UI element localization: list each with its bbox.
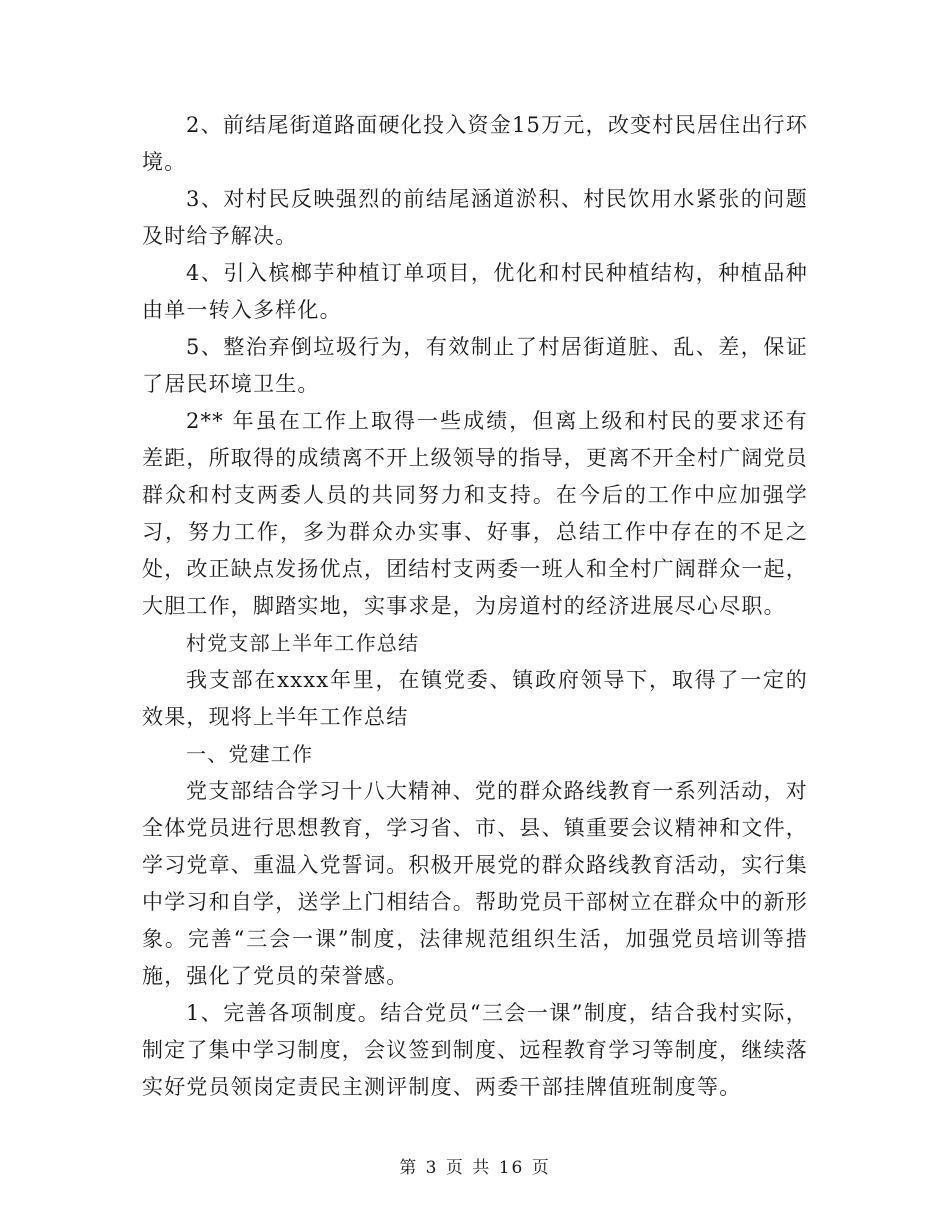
page-number-footer: 第 3 页 共 16 页 bbox=[399, 1158, 551, 1178]
section-title: 村党支部上半年工作总结 bbox=[186, 631, 420, 655]
paragraph-item-3: 3、对村民反映强烈的前结尾涵道淤积、村民饮用水紧张的问题及时给予解决。 bbox=[142, 187, 808, 248]
paragraph-item-5: 5、整治弃倒垃圾行为，有效制止了村居街道脏、乱、差，保证了居民环境卫生。 bbox=[142, 335, 808, 396]
paragraph-item-4: 4、引入槟榔芋种植订单项目，优化和村民种植结构，种植品种由单一转入多样化。 bbox=[142, 261, 808, 322]
paragraph-intro: 我支部在xxxx年里，在镇党委、镇政府领导下，取得了一定的效果，现将上半年工作总结 bbox=[142, 668, 808, 729]
paragraph-systems: 1、完善各项制度。结合党员“三会一课”制度，结合我村实际，制定了集中学习制度，会议签到制度、远程教育学习等制度，继续落实好党员领岗定责民主测评制度、两委干部挂牌值班制度等。 bbox=[142, 1001, 808, 1099]
paragraph-summary: 2** 年虽在工作上取得一些成绩，但离上级和村民的要求还有差距，所取得的成绩离不开上级领导的指导，更离不开全村广阔党员群众和村支两委人员的共同努力和支持。在今后的工作中应加强学习，努力工作，多为群众办实事、好事，总结工作中存在的不足之处，改正缺点发扬优点，团结村支两委一班人和全村广阔群众一起，大胆工作，脚踏实地，实事求是，为房道村的经济进展尽心尽职。 bbox=[142, 409, 808, 618]
paragraph-item-2: 2、前结尾街道路面硬化投入资金15万元，改变村民居住出行环境。 bbox=[142, 113, 808, 174]
document-body bbox=[142, 107, 808, 1106]
section-heading-party-building: 一、党建工作 bbox=[186, 742, 314, 766]
paragraph-party-building: 党支部结合学习十八大精神、党的群众路线教育一系列活动，对全体党员进行思想教育，学习省、市、县、镇重要会议精神和文件，学习党章、重温入党誓词。积极开展党的群众路线教育活动，实行集中学习和自学，送学上门相结合。帮助党员干部树立在群众中的新形象。完善“三会一课”制度，法律规范组织生活，加强党员培训等措施，强化了党员的荣誉感。 bbox=[142, 779, 808, 988]
